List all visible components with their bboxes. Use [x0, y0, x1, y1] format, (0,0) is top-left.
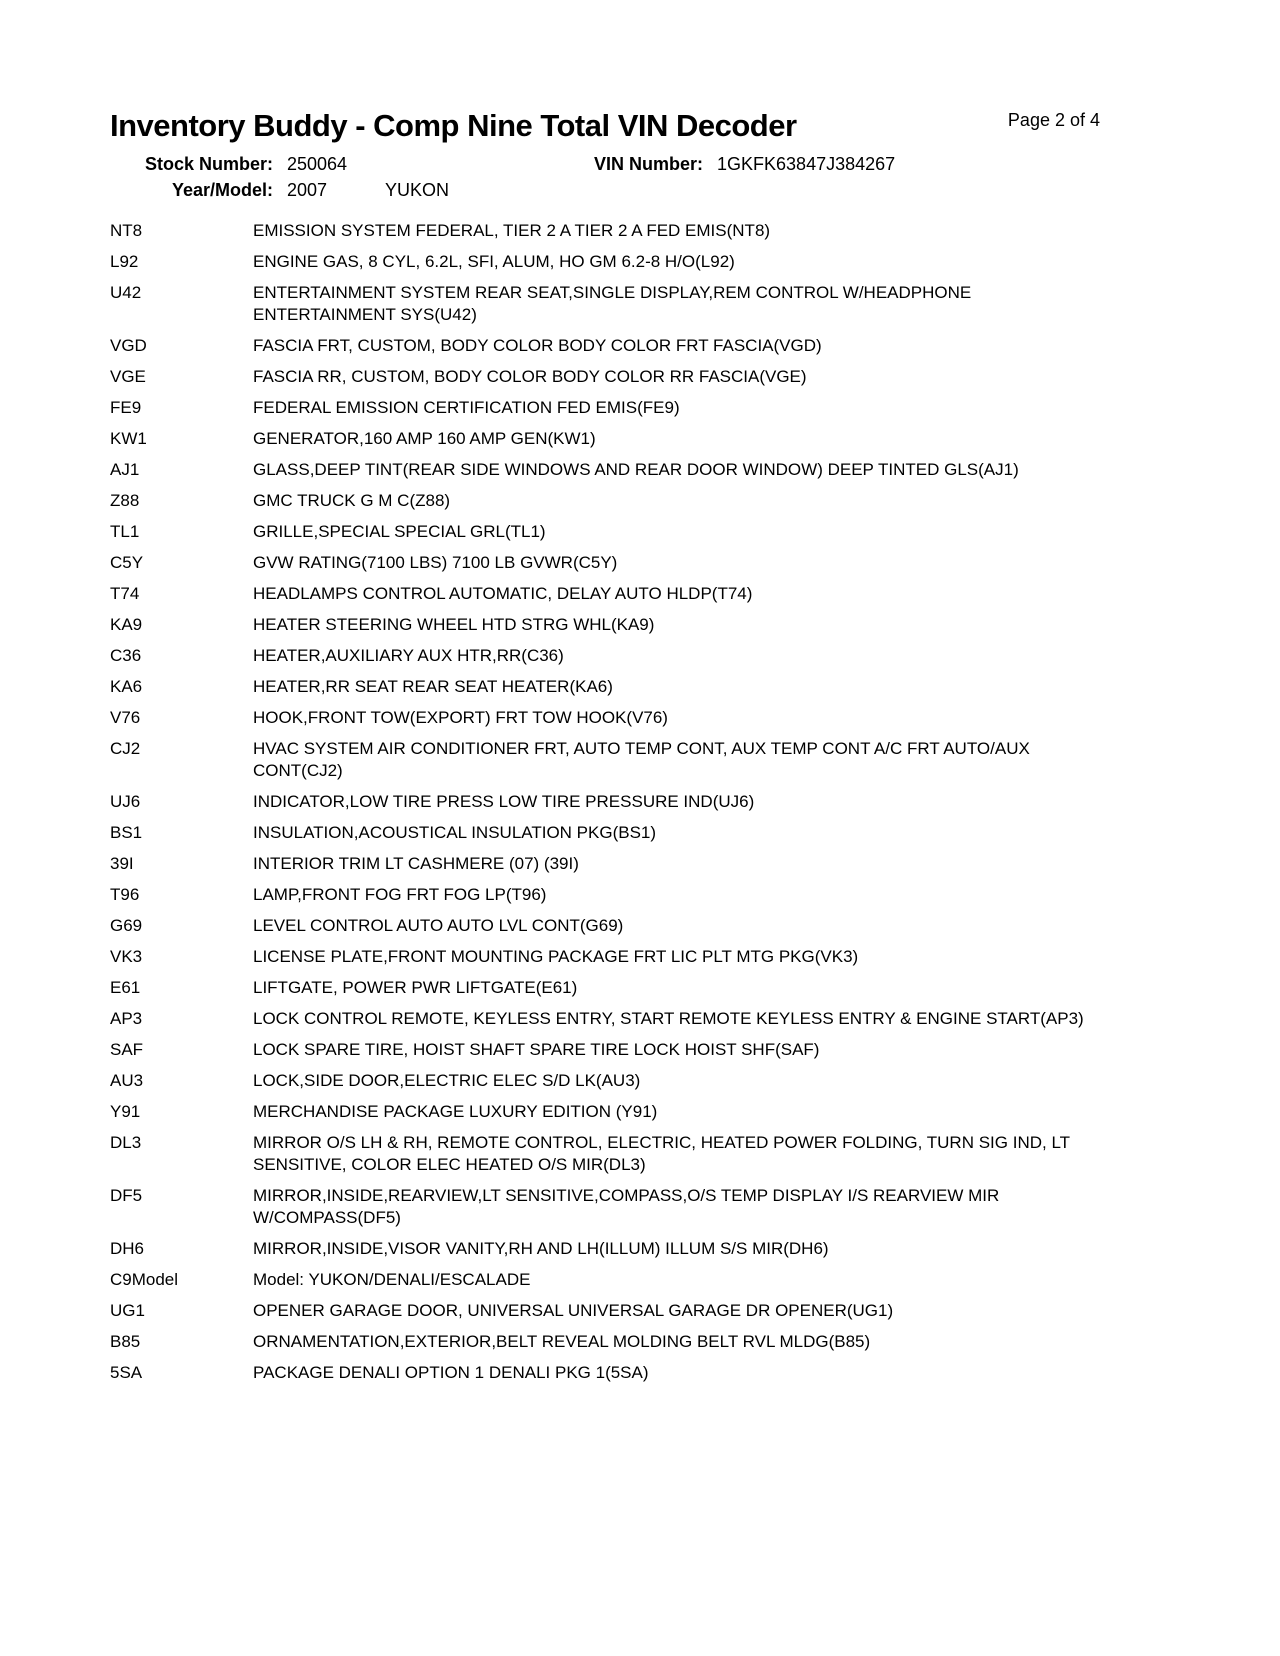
option-code: KA6 — [110, 677, 143, 696]
option-description: INSULATION,ACOUSTICAL INSULATION PKG(BS1) — [253, 823, 657, 842]
option-description: HVAC SYSTEM AIR CONDITIONER FRT, AUTO TEMP CONT, AUX TEMP CONT A/C FRT AUTO/AUX CONT(CJ2) — [253, 739, 1030, 780]
option-row — [110, 707, 1210, 729]
option-code: 5SA — [110, 1363, 143, 1382]
option-description: GLASS,DEEP TINT(REAR SIDE WINDOWS AND REAR DOOR WINDOW) DEEP TINTED GLS(AJ1) — [253, 460, 1019, 479]
option-description: GRILLE,SPECIAL SPECIAL GRL(TL1) — [253, 522, 546, 541]
option-description: OPENER GARAGE DOOR, UNIVERSAL UNIVERSAL GARAGE DR OPENER(UG1) — [253, 1301, 894, 1320]
option-description: INTERIOR TRIM LT CASHMERE (07) (39I) — [253, 854, 579, 873]
option-code: C36 — [110, 646, 142, 665]
option-description: LOCK SPARE TIRE, HOIST SHAFT SPARE TIRE LOCK HOIST SHF(SAF) — [253, 1040, 820, 1059]
option-description: PACKAGE DENALI OPTION 1 DENALI PKG 1(5SA) — [253, 1363, 649, 1382]
option-code: DF5 — [110, 1186, 143, 1205]
option-description: ENGINE GAS, 8 CYL, 6.2L, SFI, ALUM, HO GM 6.2-8 H/O(L92) — [253, 252, 735, 271]
document-header — [110, 106, 1100, 146]
option-row — [110, 1132, 1210, 1176]
option-code: UJ6 — [110, 792, 141, 811]
option-description: EMISSION SYSTEM FEDERAL, TIER 2 A TIER 2 A FED EMIS(NT8) — [253, 221, 771, 240]
option-code: E61 — [110, 978, 141, 997]
vin-label: VIN Number: — [594, 154, 704, 174]
option-row — [110, 1331, 1210, 1353]
option-code: VK3 — [110, 947, 143, 966]
option-row — [110, 1039, 1210, 1061]
option-code: T96 — [110, 885, 140, 904]
option-code: T74 — [110, 584, 140, 603]
option-row — [110, 552, 1210, 574]
option-code: AJ1 — [110, 460, 140, 479]
option-row — [110, 853, 1210, 875]
option-code: NT8 — [110, 221, 143, 240]
option-row — [110, 1238, 1210, 1260]
option-code: 39I — [110, 854, 134, 873]
option-row — [110, 645, 1210, 667]
option-row — [110, 1300, 1210, 1322]
option-description: Model: YUKON/DENALI/ESCALADE — [253, 1270, 531, 1289]
option-code: VGD — [110, 336, 147, 355]
model-value: YUKON — [385, 180, 450, 200]
option-code: VGE — [110, 367, 146, 386]
option-code: BS1 — [110, 823, 143, 842]
option-description: FASCIA RR, CUSTOM, BODY COLOR BODY COLOR RR FASCIA(VGE) — [253, 367, 807, 386]
option-code: SAF — [110, 1040, 144, 1059]
option-description: LOCK CONTROL REMOTE, KEYLESS ENTRY, START REMOTE KEYLESS ENTRY & ENGINE START(AP3) — [253, 1009, 1084, 1028]
option-description: LIFTGATE, POWER PWR LIFTGATE(E61) — [253, 978, 578, 997]
option-row — [110, 676, 1210, 698]
option-code: C5Y — [110, 553, 144, 572]
stock-number-label: Stock Number: — [144, 154, 273, 174]
option-row — [110, 1362, 1210, 1384]
option-row — [110, 1185, 1210, 1229]
option-description: HEATER STEERING WHEEL HTD STRG WHL(KA9) — [253, 615, 655, 634]
option-description: ORNAMENTATION,EXTERIOR,BELT REVEAL MOLDING BELT RVL MLDG(B85) — [253, 1332, 871, 1351]
option-row — [110, 1101, 1210, 1123]
option-description: LOCK,SIDE DOOR,ELECTRIC ELEC S/D LK(AU3) — [253, 1071, 641, 1090]
option-description: MIRROR,INSIDE,VISOR VANITY,RH AND LH(ILLUM) ILLUM S/S MIR(DH6) — [253, 1239, 829, 1258]
option-row — [110, 738, 1210, 782]
option-row — [110, 1269, 1210, 1291]
option-row — [110, 428, 1210, 450]
year-value: 2007 — [287, 180, 328, 200]
option-code: B85 — [110, 1332, 141, 1351]
option-row — [110, 822, 1210, 844]
option-code: CJ2 — [110, 739, 141, 758]
option-description: FEDERAL EMISSION CERTIFICATION FED EMIS(FE9) — [253, 398, 680, 417]
option-row — [110, 366, 1210, 388]
option-row — [110, 1008, 1210, 1030]
option-code: Z88 — [110, 491, 140, 510]
option-row — [110, 397, 1210, 419]
option-row — [110, 946, 1210, 968]
option-description: FASCIA FRT, CUSTOM, BODY COLOR BODY COLOR FRT FASCIA(VGD) — [253, 336, 822, 355]
option-description: LAMP,FRONT FOG FRT FOG LP(T96) — [253, 885, 547, 904]
option-row — [110, 335, 1210, 357]
option-row — [110, 791, 1210, 813]
option-code: DH6 — [110, 1239, 145, 1258]
option-description: HOOK,FRONT TOW(EXPORT) FRT TOW HOOK(V76) — [253, 708, 668, 727]
year-model-row — [110, 177, 1210, 203]
option-row — [110, 915, 1210, 937]
option-row — [110, 490, 1210, 512]
vehicle-meta — [110, 151, 1210, 203]
option-row — [110, 977, 1210, 999]
option-row — [110, 884, 1210, 906]
option-code: TL1 — [110, 522, 140, 541]
option-row — [110, 220, 1210, 242]
option-code: FE9 — [110, 398, 142, 417]
option-description: HEATER,RR SEAT REAR SEAT HEATER(KA6) — [253, 677, 613, 696]
option-code: DL3 — [110, 1133, 142, 1152]
options-list — [110, 220, 1210, 1384]
option-code: Y91 — [110, 1102, 141, 1121]
option-description: LICENSE PLATE,FRONT MOUNTING PACKAGE FRT LIC PLT MTG PKG(VK3) — [253, 947, 859, 966]
option-row — [110, 282, 1210, 326]
option-row — [110, 1070, 1210, 1092]
option-row — [110, 614, 1210, 636]
option-code: V76 — [110, 708, 141, 727]
option-code: AU3 — [110, 1071, 144, 1090]
page-number: Page 2 of 4 — [1007, 110, 1100, 130]
year-model-label: Year/Model: — [171, 180, 273, 200]
option-row — [110, 459, 1210, 481]
stock-vin-row — [110, 151, 1210, 177]
option-description: GVW RATING(7100 LBS) 7100 LB GVWR(C5Y) — [253, 553, 618, 572]
option-description: MIRROR,INSIDE,REARVIEW,LT SENSITIVE,COMPASS,O/S TEMP DISPLAY I/S REARVIEW MIR W/COMPASS(DF5) — [253, 1186, 1000, 1227]
vin-value: 1GKFK63847J384267 — [717, 154, 896, 174]
option-description: HEATER,AUXILIARY AUX HTR,RR(C36) — [253, 646, 564, 665]
option-code: L92 — [110, 252, 139, 271]
option-code: UG1 — [110, 1301, 145, 1320]
option-code: U42 — [110, 283, 142, 302]
option-description: GENERATOR,160 AMP 160 AMP GEN(KW1) — [253, 429, 596, 448]
option-description: MIRROR O/S LH & RH, REMOTE CONTROL, ELECTRIC, HEATED POWER FOLDING, TURN SIG IND, LT SENSITIVE, COLOR ELEC HEATED O/S MIR(DL3) — [253, 1133, 1070, 1174]
page-title: Inventory Buddy - Comp Nine Total VIN Decoder — [110, 108, 797, 143]
option-code: C9Model — [110, 1270, 179, 1289]
option-code: G69 — [110, 916, 143, 935]
option-code: KA9 — [110, 615, 143, 634]
option-description: GMC TRUCK G M C(Z88) — [253, 491, 451, 510]
stock-number-value: 250064 — [287, 154, 348, 174]
option-code: AP3 — [110, 1009, 143, 1028]
option-description: INDICATOR,LOW TIRE PRESS LOW TIRE PRESSURE IND(UJ6) — [253, 792, 755, 811]
option-description: HEADLAMPS CONTROL AUTOMATIC, DELAY AUTO HLDP(T74) — [253, 584, 753, 603]
option-row — [110, 583, 1210, 605]
option-description: ENTERTAINMENT SYSTEM REAR SEAT,SINGLE DISPLAY,REM CONTROL W/HEADPHONE ENTERTAINMENT SYS(U42) — [253, 283, 972, 324]
option-code: KW1 — [110, 429, 147, 448]
option-row — [110, 251, 1210, 273]
option-description: LEVEL CONTROL AUTO AUTO LVL CONT(G69) — [253, 916, 624, 935]
option-description: MERCHANDISE PACKAGE LUXURY EDITION (Y91) — [253, 1102, 658, 1121]
option-row — [110, 521, 1210, 543]
